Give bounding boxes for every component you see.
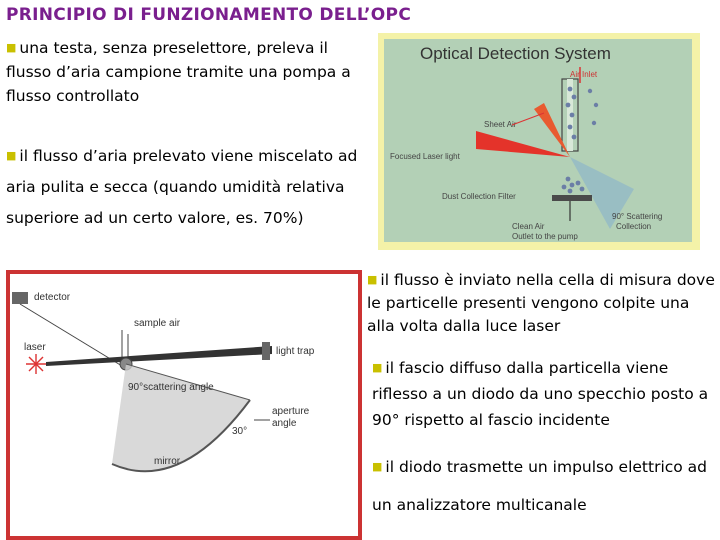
bullet-3 (367, 268, 717, 338)
bullet-4-text: il fascio diffuso dalla particella viene riflesso a un diodo da uno specchio posto a 90° rispetto al fascio incidente (372, 359, 709, 429)
label-angle-30: 30° (232, 426, 248, 437)
label-angle: angle (272, 418, 297, 429)
bullet-icon: ■ (6, 41, 17, 54)
label-laser: laser (24, 342, 46, 353)
laser-icon (26, 354, 46, 374)
label-scattering: 90° Scattering (612, 212, 663, 221)
optical-detection-diagram (384, 39, 692, 242)
bullet-4 (372, 355, 712, 433)
bullet-1 (6, 36, 378, 108)
label-focused-laser: Focused Laser light (390, 152, 460, 161)
label-scattering: 90°scattering angle (128, 382, 214, 393)
label-collection: Collection (616, 222, 652, 231)
optical-detection-figure (378, 33, 700, 250)
optical-detection-panel (384, 39, 692, 242)
dust-filter (552, 195, 592, 201)
bullet-icon: ■ (372, 361, 383, 374)
sheet-air-pointer (512, 113, 544, 125)
detector-block (12, 292, 28, 304)
label-sheet-air: Sheet Air (484, 120, 517, 129)
label-sample-air: sample air (134, 318, 181, 329)
bullet-icon: ■ (372, 460, 383, 473)
light-trap (262, 342, 270, 360)
bullet-icon: ■ (6, 149, 17, 162)
bullet-5 (372, 448, 712, 524)
label-light-trap: light trap (276, 346, 315, 357)
page-title: PRINCIPIO DI FUNZIONAMENTO DELL’OPC (6, 5, 412, 25)
scattering-chamber-diagram (10, 274, 358, 536)
laser-beam (46, 346, 272, 366)
bullet-1-text: una testa, senza preselettore, preleva il flusso d’aria campione tramite una pompa a flusso controllato (6, 39, 351, 105)
bullet-3-text: il flusso è inviato nella cella di misura dove le particelle presenti vengono colpite una alla volta dalla luce laser (367, 271, 715, 335)
label-detector: detector (34, 292, 71, 303)
label-aperture: aperture (272, 406, 310, 417)
bullet-icon: ■ (367, 273, 378, 286)
bullet-5-text: il diodo trasmette un impulso elettrico ad un analizzatore multicanale (372, 458, 708, 514)
figure1-title: Optical Detection System (420, 44, 611, 63)
label-clean-air: Clean Air (512, 222, 545, 231)
bullet-2 (6, 140, 378, 234)
label-dust-filter: Dust Collection Filter (442, 192, 516, 201)
scattering-chamber-figure (6, 270, 362, 540)
bullet-2-text: il flusso d’aria prelevato viene miscelato ad aria pulita e secca (quando umidità relativa superiore ad un certo valore, es. 70%) (6, 147, 358, 227)
scattering-chamber-panel (10, 274, 358, 536)
label-air-inlet: Air Inlet (570, 70, 598, 79)
label-outlet: Outlet to the pump (512, 232, 578, 241)
label-mirror: mirror (154, 456, 181, 467)
